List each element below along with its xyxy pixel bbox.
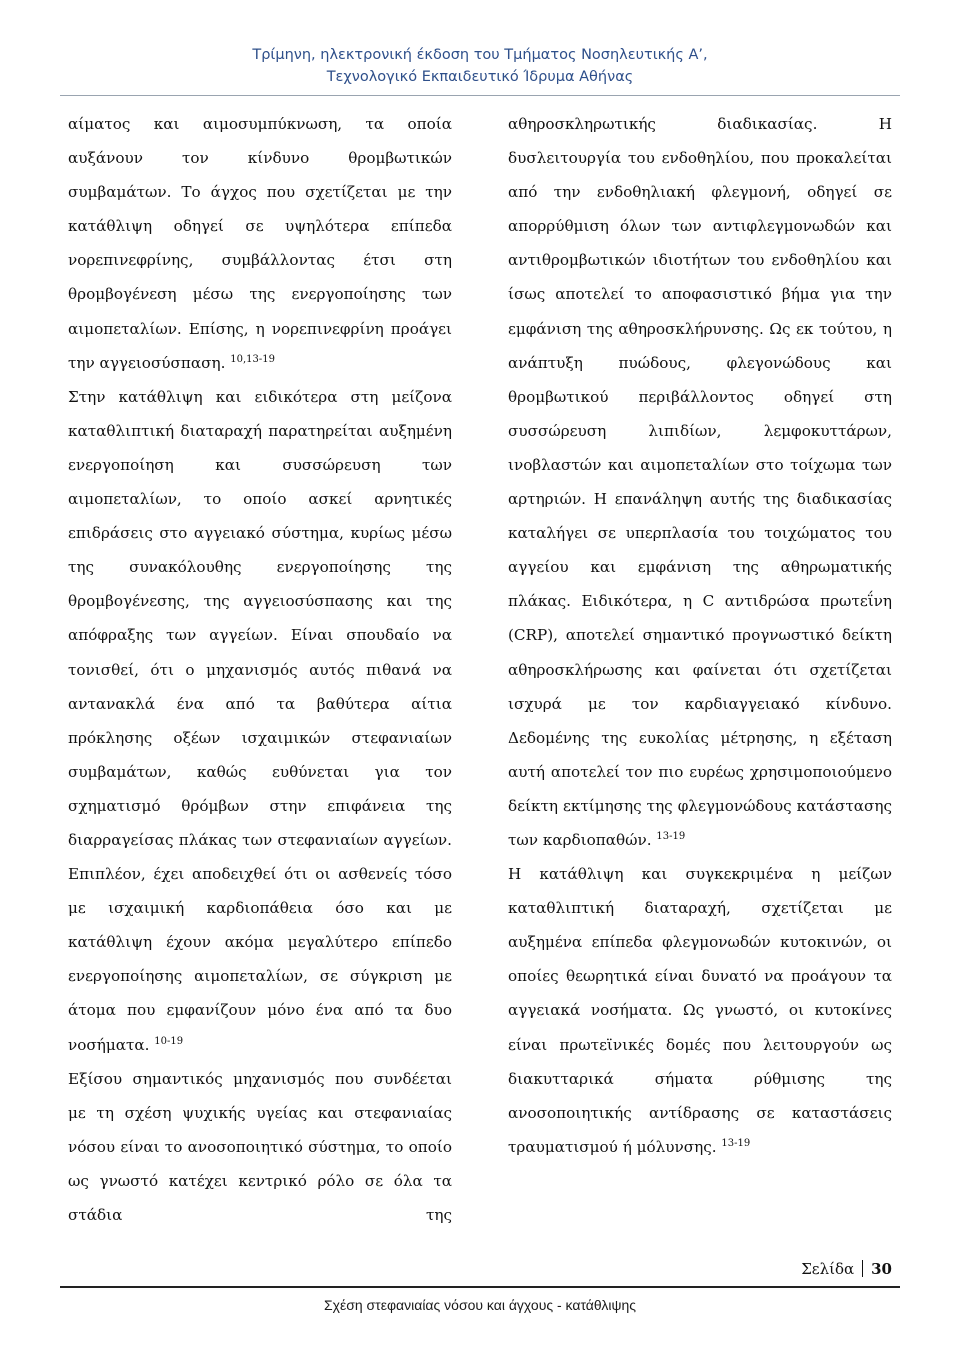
citation-ref: 10,13-19 xyxy=(230,353,275,365)
paragraph-text: Στην κατάθλιψη και ειδικότερα στη μείζονα καταθλιπτική διαταραχή παρατηρείται αυξημένη ενεργοποίηση και συσσώρευση των αιμοπεταλίων, το οποίο ασκεί αρνητικές επιδράσεις στο αγγειακό σύστημα, κυρίως μέσω της συνακόλουθης ενεργοποίησης της θρομβογένεσης, της αγγειοσύσπασης και της απόφραξης των αγγείων. Είναι σπουδαίο να τονισθεί, ότι ο μηχανισμός αυτός πιθανά να αντανακλά ένα από τα βαθύτερα αίτια πρόκλησης οξέων ισχαιμικών στεφανιαίων συμβαμάτων, καθώς ευθύνεται για τον σχηματισμό θρόμβων στην επιφάνεια της διαρραγείσας πλάκας των στεφανιαίων αγγείων. Επιπλέον, έχει αποδειχθεί ότι οι ασθενείς τόσο με ισχαιμική καρδιοπάθεια όσο και με κατάθλιψη έχουν ακόμα μεγαλύτερο επίπεδο ενεργοποίησης αιμοπεταλίων, σε σύγκριση με άτομα που εμφανίζουν μόνο ένα από τα δυο νοσήματα. xyxy=(68,387,452,1054)
page-number xyxy=(801,1258,892,1280)
journal-header-line1: Τρίμηνη, ηλεκτρονική έκδοση του Τμήματος Νοσηλευτικής Α’, xyxy=(252,47,708,63)
left-column xyxy=(68,107,452,1232)
paragraph-left-1 xyxy=(68,107,452,380)
journal-header xyxy=(0,44,960,88)
page-number-value: 30 xyxy=(871,1260,892,1278)
paragraph-text: Η κατάθλιψη και συγκεκριμένα η μείζων καταθλιπτική διαταραχή, σχετίζεται με αυξημένα επίπεδα φλεγμονωδών κυτοκινών, οι οποίες θεωρητικά είναι δυνατό να προάγουν τα αγγειακά νοσήματα. Ως γνωστό, οι κυτοκίνες είναι πρωτεϊνικές δομές που λειτουργούν ως διακυτταρικά σήματα ρύθμισης της ανοσοποιητικής αντίδρασης σε καταστάσεις τραυματισμού ή μόλυνσης. xyxy=(508,865,892,1156)
running-footer: Σχέση στεφανιαίας νόσου και άγχους - κατάθλιψης xyxy=(323,1297,637,1313)
page-label-text: Σελίδα xyxy=(801,1260,855,1278)
paragraph-right-2 xyxy=(508,857,892,1164)
paragraph-text: αθηροσκληρωτικής διαδικασίας. Η δυσλειτουργία του ενδοθηλίου, που προκαλείται από την ενδοθηλιακή φλεγμονή, οδηγεί σε απορρύθμιση όλων των αντιφλεγμονωδών και αντιθρομβωτικών ιδιοτήτων του ενδοθηλίου και ίσως αποτελεί το αποφασιστικό βήμα για την εμφάνιση της αθηροσκλήρυνσης. Ως εκ τούτου, η ανάπτυξη πυώδους, φλεγονώδους και θρομβωτικού περιβάλλοντος οδηγεί στη συσσώρευση λιπιδίων, λεμφοκυττάρων, ινοβλαστών και αιμοπεταλίων στο τοίχωμα των αρτηριών. Η επανάληψη αυτής της διαδικασίας καταλήγει σε υπερπλασία του τοιχώματος του αγγείου και εμφάνιση της αθηρωματικής πλάκας. Ειδικότερα, η C αντιδρώσα πρωτεΐνη (CRP), αποτελεί σημαντικό προγνωστικό δείκτη αθηροσκλήρωσης και φαίνεται ότι σχετίζεται ισχυρά με τον καρδιαγγειακό κίνδυνο. Δεδομένης της ευκολίας μέτρησης, η εξέταση αυτή αποτελεί τον πιο ευρέως χρησιμοποιούμενο δείκτη εκτίμησης της φλεγμονώδους κατάστασης των καρδιοπαθών. xyxy=(508,115,892,849)
header-divider xyxy=(60,95,900,96)
paragraph-left-2 xyxy=(68,380,452,1062)
citation-ref: 10-19 xyxy=(154,1035,184,1047)
page-number-separator xyxy=(862,1260,863,1277)
paragraph-text: Εξίσου σημαντικός μηχανισμός που συνδέεται με τη σχέση ψυχικής υγείας και στεφανιαίας νόσου είναι το ανοσοποιητικό σύστημα, το οποίο ως γνωστό κατέχει κεντρικό ρόλο σε όλα τα στάδια της xyxy=(68,1069,452,1224)
right-column xyxy=(508,107,892,1164)
paragraph-left-3 xyxy=(68,1062,452,1232)
journal-header-line2: Τεχνολογικό Εκπαιδευτικό Ίδρυμα Αθήνας xyxy=(326,69,634,85)
citation-ref: 13-19 xyxy=(721,1137,751,1149)
footer-divider xyxy=(60,1286,900,1288)
paragraph-right-1 xyxy=(508,107,892,857)
paragraph-text: αίματος και αιμοσυμπύκνωση, τα οποία αυξάνουν τον κίνδυνο θρομβωτικών συμβαμάτων. Το άγχος που σχετίζεται με την κατάθλιψη οδηγεί σε υψηλότερα επίπεδα νορεπινεφρίνης, συμβάλλοντας έτσι στη θρομβογένεση μέσω της ενεργοποίησης των αιμοπεταλίων. Επίσης, η νορεπινεφρίνη προάγει την αγγειοσύσπαση. xyxy=(68,115,452,372)
citation-ref: 13-19 xyxy=(656,830,686,842)
